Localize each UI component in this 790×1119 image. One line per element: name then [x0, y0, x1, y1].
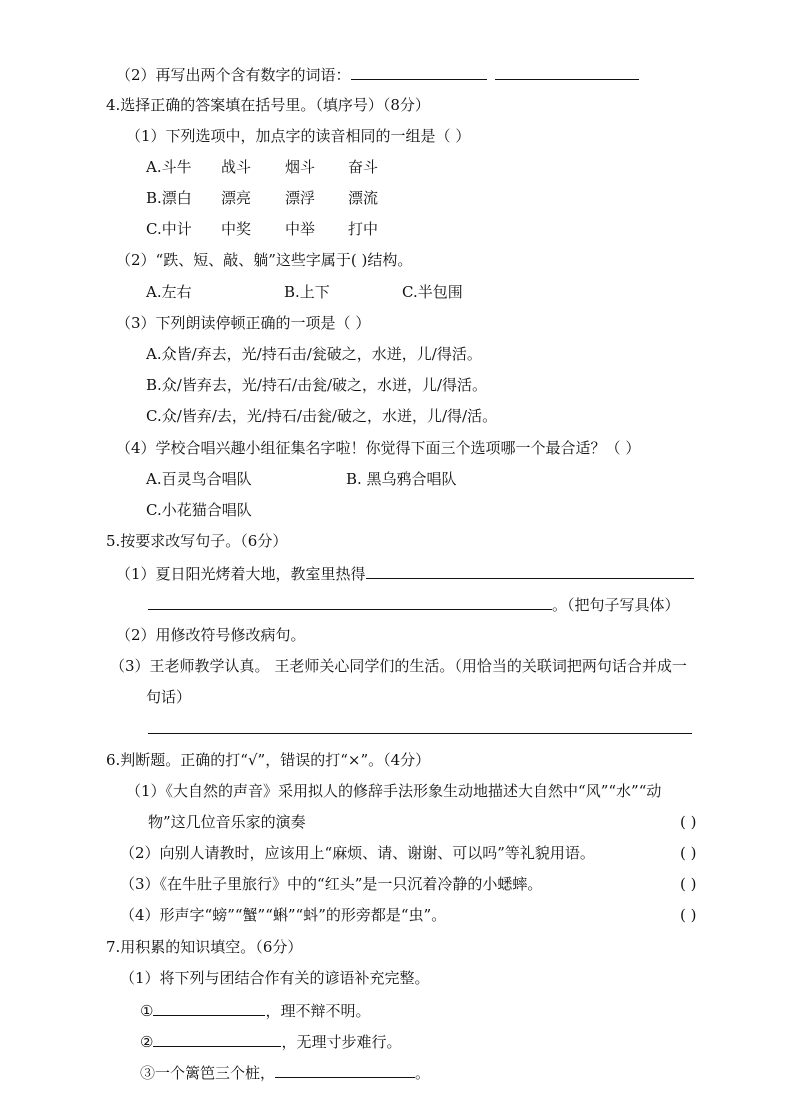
q4-2-option[interactable]: C.半包围 — [402, 283, 463, 301]
q5-3-stem-line1: （3）王老师教学认真。 王老师关心同学们的生活。（用恰当的关联词把两句话合并成一 — [110, 657, 687, 675]
q6-1-stem-line1: （1）《大自然的声音》采用拟人的修辞手法形象生动地描述大自然中“风”“水”“动 — [126, 782, 662, 800]
q4-1-word: 战斗 — [221, 158, 252, 176]
q4-4-option[interactable]: A.百灵鸟合唱队 — [146, 470, 252, 488]
answer-blank[interactable] — [153, 1031, 281, 1047]
answer-blank[interactable] — [148, 594, 552, 610]
answer-paren[interactable]: ( ) — [680, 875, 697, 893]
q4-1-option[interactable]: B.漂白 — [146, 189, 192, 207]
q7-1-item — [140, 1031, 401, 1052]
item-tail: ，无理寸步难行。 — [281, 1033, 402, 1051]
q4-4-option[interactable]: B. 黑乌鸦合唱队 — [346, 470, 457, 488]
q4-1-word: 打中 — [348, 220, 379, 238]
answer-blank[interactable] — [153, 1000, 265, 1016]
answer-paren[interactable]: ( ) — [680, 844, 697, 862]
q4-3-option[interactable]: C.众/皆弃/去，光/持石/击瓮/破之，水迸，儿/得/活。 — [146, 407, 498, 425]
q6-4-stem: （4）形声字“螃”“蟹”“蝌”“蚪”的形旁都是“虫”。 — [120, 906, 447, 924]
q5-2-stem: （2）用修改符号修改病句。 — [116, 626, 306, 644]
q4-4-option[interactable]: C.小花猫合唱队 — [146, 501, 252, 519]
q3-2-line — [116, 64, 639, 85]
answer-blank[interactable] — [351, 64, 487, 80]
answer-line[interactable] — [148, 733, 692, 734]
q6-3-stem: （3）《在牛肚子里旅行》中的“红头”是一只沉着冷静的小蟋蟀。 — [120, 875, 543, 893]
q4-2-stem: （2）“跌、短、敲、躺”这些字属于( )结构。 — [116, 251, 413, 269]
q4-2-option[interactable]: A.左右 — [146, 283, 192, 301]
item-tail: ，理不辩不明。 — [265, 1002, 371, 1020]
q4-1-stem: （1）下列选项中，加点字的读音相同的一组是（ ） — [126, 127, 471, 145]
q7-1-item — [140, 1062, 430, 1083]
q4-2-option[interactable]: B.上下 — [284, 283, 330, 301]
q5-1-line — [116, 563, 694, 584]
q4-1-word: 漂亮 — [221, 189, 252, 207]
answer-paren[interactable]: ( ) — [680, 813, 697, 831]
q3-2-stem: （2）再写出两个含有数字的词语： — [116, 66, 351, 84]
q4-1-word: 中举 — [285, 220, 316, 238]
answer-blank[interactable] — [275, 1062, 415, 1078]
q5-1-line2 — [148, 594, 680, 615]
q4-1-option[interactable]: A.斗牛 — [146, 158, 192, 176]
q5-title: 5.按要求改写句子。（6分） — [106, 532, 288, 550]
q4-1-word: 漂流 — [348, 189, 379, 207]
item-number: ③一个篱笆三个桩， — [140, 1064, 276, 1082]
q6-title: 6.判断题。正确的打“√”，错误的打“×”。（4分） — [106, 751, 431, 769]
q4-3-option[interactable]: B.众/皆弃去，光/持石/击瓮/破之，水迸，儿/得活。 — [146, 376, 488, 394]
q4-3-option[interactable]: A.众皆/弃去，光/持石击/瓮破之，水迸，儿/得活。 — [146, 345, 482, 363]
answer-blank[interactable] — [495, 64, 639, 80]
answer-blank[interactable] — [366, 563, 694, 579]
q4-3-stem: （3）下列朗读停顿正确的一项是（ ） — [116, 314, 371, 332]
q6-1-stem-line2: 物”这几位音乐家的演奏 — [148, 813, 306, 831]
q4-title: 4.选择正确的答案填在括号里。（填序号）（8分） — [106, 96, 430, 114]
q4-1-word: 奋斗 — [348, 158, 379, 176]
q6-2-stem: （2）向别人请教时，应该用上“麻烦、请、谢谢、可以吗”等礼貌用语。 — [120, 844, 595, 862]
q7-title: 7.用积累的知识填空。（6分） — [106, 938, 303, 956]
item-tail: 。 — [415, 1064, 431, 1082]
q5-3-stem-line2: 句话） — [146, 688, 192, 706]
item-number: ② — [140, 1033, 154, 1051]
answer-paren[interactable]: ( ) — [680, 906, 697, 924]
q4-4-stem: （4）学校合唱兴趣小组征集名字啦！你觉得下面三个选项哪一个最合适？（ ） — [116, 439, 641, 457]
q4-1-option[interactable]: C.中计 — [146, 220, 192, 238]
q5-1-stem: （1）夏日阳光烤着大地，教室里热得 — [116, 565, 366, 583]
q4-1-word: 烟斗 — [285, 158, 316, 176]
q7-1-item — [140, 1000, 370, 1021]
q5-1-tail: 。（把句子写具体） — [552, 596, 680, 614]
item-number: ① — [140, 1002, 154, 1020]
q4-1-word: 漂浮 — [285, 189, 316, 207]
q4-1-word: 中奖 — [221, 220, 252, 238]
q7-1-stem: （1）将下列与团结合作有关的谚语补充完整。 — [120, 969, 430, 987]
